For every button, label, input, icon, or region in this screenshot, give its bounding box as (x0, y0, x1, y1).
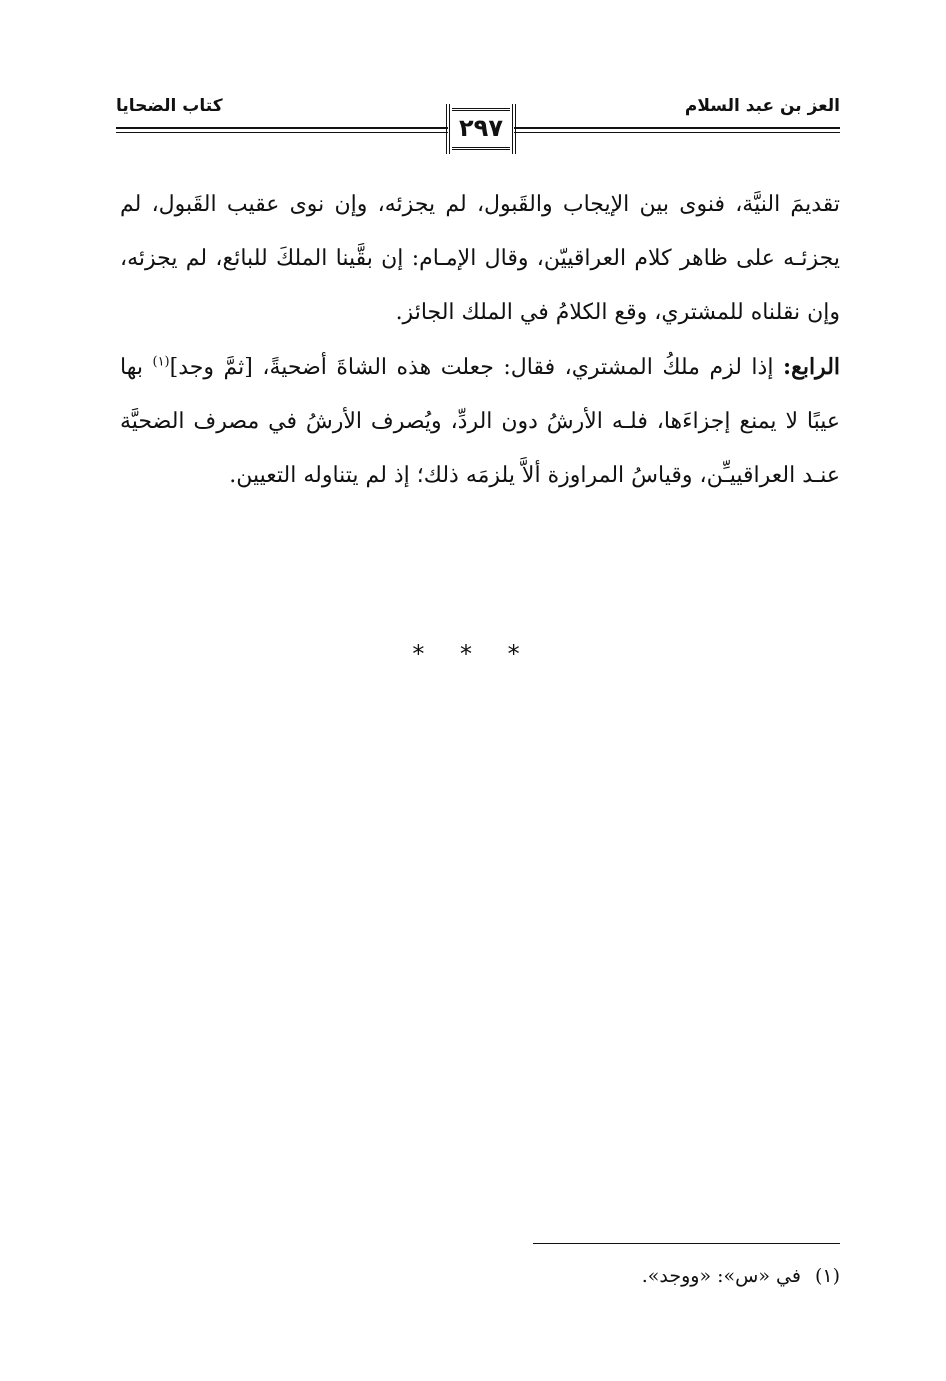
body-paragraph: تقديمَ النيَّة، فنوى بين الإيجاب والقَبول، لم يجزئه، وإن نوى عقيب القَبول، لم يجزئـه على ظاهر كلام العراقييّن، وقال الإمـام: إن بقَّينا الملكَ للبائع، لم يجزئه، وإن نقلناه للمشتري، وقع الكلامُ في الملك الجائز. (120, 192, 840, 325)
header-rule (514, 132, 840, 133)
frame-border (452, 108, 510, 111)
running-header-section: كتاب الضحايا (116, 96, 223, 116)
body-paragraph (120, 340, 840, 503)
section-separator: * * * (412, 640, 534, 668)
header-rule (116, 132, 448, 133)
footnote-rule (533, 1243, 840, 1244)
page-number-frame (446, 104, 516, 154)
header-rule (116, 127, 448, 129)
paragraph-text: إذا لزم ملكُ المشتري، فقال: جعلت هذه الشاةَ أضحيةً، [ثمَّ وجد] (169, 355, 774, 380)
running-header-author: العز بن عبد السلام (684, 96, 840, 116)
frame-border (452, 147, 510, 150)
paragraph-text: بها عيبًا لا يمنع إجزاءَها، فلـه الأرشُ دون الردِّ، ويُصرف الأرشُ في مصرف الضحيَّة عنـد العراقييـِّن، وقياسُ المراوزة ألاَّ يلزمَه ذلك؛ إذ لم يتناوله التعيين. (120, 355, 840, 488)
footnote (642, 1264, 840, 1289)
page-number: ٢٩٧ (459, 114, 503, 142)
paragraph-label: الرابع: (782, 354, 841, 380)
footnote-number: (١) (814, 1265, 840, 1287)
footnote-text: في «س»: «ووجد». (641, 1265, 801, 1287)
footnote-reference: (١) (152, 354, 170, 370)
header-rule (514, 127, 840, 129)
